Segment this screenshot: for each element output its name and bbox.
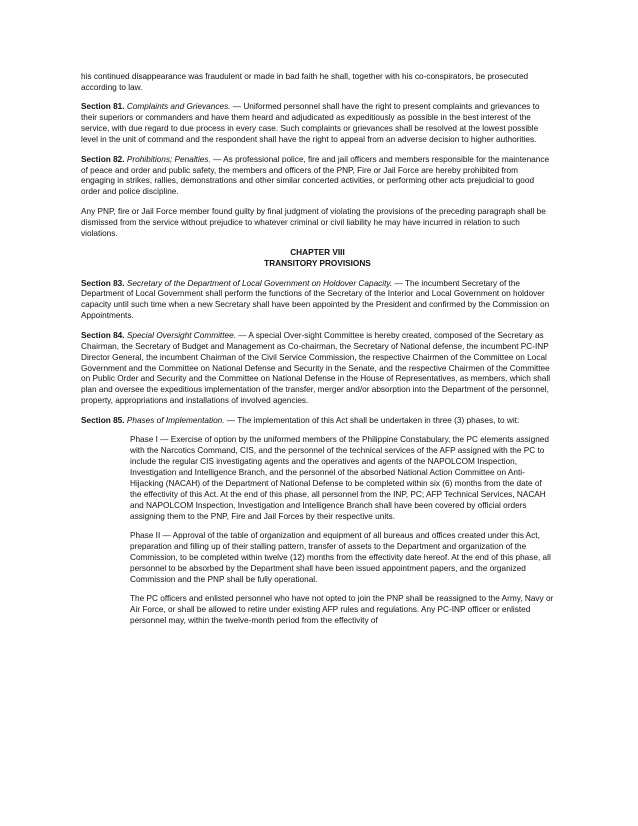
section-number: Section 83. (81, 278, 125, 288)
section-84 (81, 331, 554, 407)
section-body: — The incumbent Secretary of the Department of Local Government shall perform the functions of the Secretary of the Interior and Local Government on holdover capacity until such time when a new Secretary shall have been appointed by the President and confirmed by the Commission on Appointments. (81, 278, 550, 321)
chapter-title: TRANSITORY PROVISIONS (264, 259, 371, 269)
section-title: Prohibitions; Penalties. (126, 154, 211, 164)
phase-2-paragraph: Phase II — Approval of the table of organization and equipment of all bureaus and offices created under this Act, preparation and filling up of their stalling pattern, transfer of assets to the Department and organization of the Commission, to be completed within twelve (12) months from the effectivity date hereof. At the end of this phase, all personnel to be absorbed by the Department shall have been issued appointment papers, and the organized Commission and the PNP shall be fully operational. (130, 531, 551, 584)
section-title: Special Oversight Committee. (126, 330, 236, 340)
section-body: — A special Over-sight Committee is hereby created, composed of the Secretary as Chairman, the Secretary of Budget and Management as Co-chairman, the Secretary of National defense, the incumbent PC-INP Director General, the incumbent Chairman of the Civil Service Commission, the respective Chairmen of the Committee on Local Government and the Committee on National Defense and Security in the Senate, and the respective Chairmen of the Committee on Public Order and Security and the Committee on National Defense in the House of Representatives, as members, which shall plan and oversee the expeditious implementation of the transfer, merger and/or absorption into the Department of the personnel, property, appropriations and installations of involved agencies. (81, 330, 551, 406)
section-body: — Uniformed personnel shall have the right to present complaints and grievances to their superiors or commanders and have them heard and adjudicated as expeditiously as possible in the best interest of the service, with due regard to due process in every case. Such complaints or grievances shall be resolved at the lowest possible level in the unit of command and the respondent shall have the right to appeal from an adverse decision to higher authorities. (81, 102, 540, 145)
section-title: Secretary of the Department of Local Government on Holdover Capacity. (126, 278, 393, 288)
pc-officers-paragraph: The PC officers and enlisted personnel who have not opted to join the PNP shall be reassigned to the Army, Navy or Air Force, or shall be allowed to retire under existing AFP rules and regulations. Any PC-INP officer or enlisted personnel may, within the twelve-month period from the effectivity of (130, 594, 554, 625)
chapter-number: CHAPTER VIII (290, 248, 345, 258)
section-82 (81, 155, 554, 199)
section-81 (81, 102, 554, 146)
document-page (81, 72, 554, 636)
section-85 (81, 416, 554, 427)
phase-1-paragraph: Phase I — Exercise of option by the uniformed members of the Philippine Constabulary, the PC elements assigned with the Narcotics Command, CIS, and the personnel of the technical services of the AFP assigned with the PC to include the regular CIS investigating agents and the operatives and agents of the NAPOLCOM Inspection, Investigation and Intelligence Branch, and the personnel of the absorbed National Action Committee on Anti-Hijacking (NACAH) of the Department of National Defense to be completed within six (6) months from the date of the effectivity of this Act. At the end of this phase, all personnel from the INP, PC; AFP Technical Services, NACAH and NAPOLCOM Inspection, Investigation and Intelligence Branch shall have been covered by official orders assigning them to the PNP, Fire and Jail Forces by their respective units. (130, 435, 549, 521)
section-body: — The implementation of this Act shall be undertaken in three (3) phases, to wit: (224, 415, 520, 425)
paragraph-continuation: his continued disappearance was fraudulent or made in bad faith he shall, together with his co-conspirators, be prosecuted according to law. (81, 72, 529, 92)
chapter-heading (81, 248, 554, 270)
section-number: Section 84. (81, 330, 125, 340)
section-body: — As professional police, fire and jail officers and members responsible for the maintenance of peace and order and public safety, the members and officers of the PNP, Fire or Jail Force are hereby prohibited from engaging in strikes, rallies, demonstrations and other similar concerted activities, or performing other acts prejudicial to good order and police discipline. (81, 154, 550, 197)
paragraph-penalty: Any PNP, fire or Jail Force member found guilty by final judgment of violating the provisions of the preceding paragraph shall be dismissed from the service without prejudice to whatever criminal or civil liability he may have incurred in relation to such violations. (81, 206, 546, 238)
section-number: Section 85. (81, 415, 125, 425)
section-title: Complaints and Grievances. (126, 102, 231, 112)
section-title: Phases of Implementation. (126, 415, 225, 425)
section-number: Section 81. (81, 102, 125, 112)
section-number: Section 82. (81, 154, 125, 164)
section-83 (81, 279, 554, 323)
